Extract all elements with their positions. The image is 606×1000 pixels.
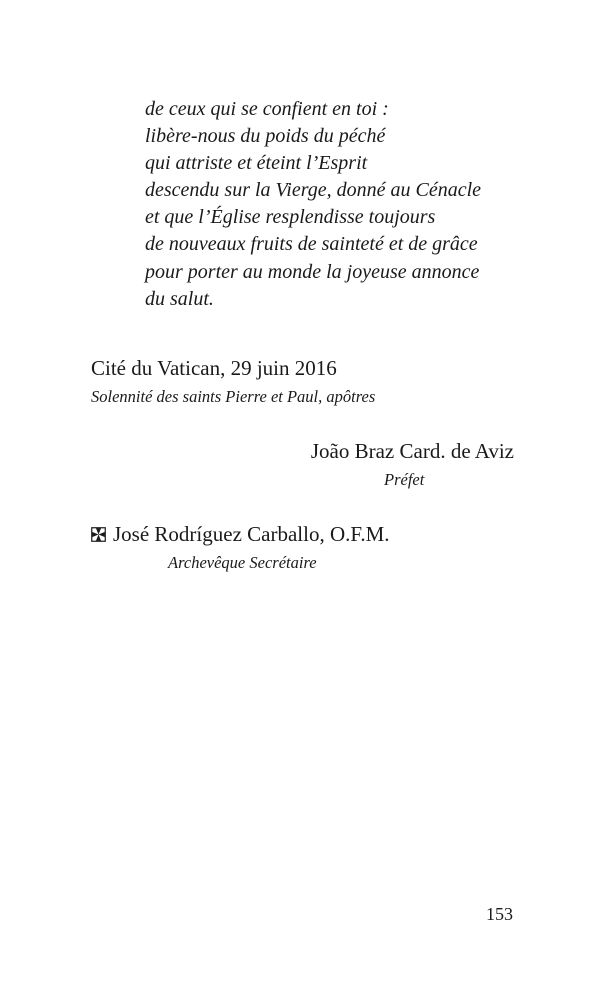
prayer-line: de ceux qui se confient en toi :	[145, 98, 389, 120]
prayer-line: du salut.	[145, 287, 214, 310]
prayer-line: pour porter au monde la joyeuse annonce	[145, 260, 480, 283]
prefect-title: Préfet	[384, 470, 425, 489]
prayer-line: de nouveaux fruits de sainteté et de grâce	[145, 233, 478, 256]
occasion: Solennité des saints Pierre et Paul, apôtres	[91, 387, 376, 406]
secretary-signature-line	[91, 520, 390, 548]
prayer-line: libère-nous du poids du péché	[145, 125, 386, 148]
prayer-text	[145, 96, 481, 313]
prayer-line: descendu sur la Vierge, donné au Cénacle	[145, 179, 482, 202]
page-number: 153	[486, 904, 513, 924]
secretary-title: Archevêque Secrétaire	[168, 553, 317, 572]
cross-pattee-icon	[91, 527, 106, 542]
place-date: Cité du Vatican, 29 juin 2016	[91, 356, 337, 380]
prayer-line: et que l’Église resplendisse toujours	[145, 206, 436, 229]
secretary-name: José Rodríguez Carballo, O.F.M.	[113, 522, 390, 546]
prefect-name: João Braz Card. de Aviz	[310, 439, 514, 463]
prayer-line: qui attriste et éteint l’Esprit	[145, 152, 368, 175]
